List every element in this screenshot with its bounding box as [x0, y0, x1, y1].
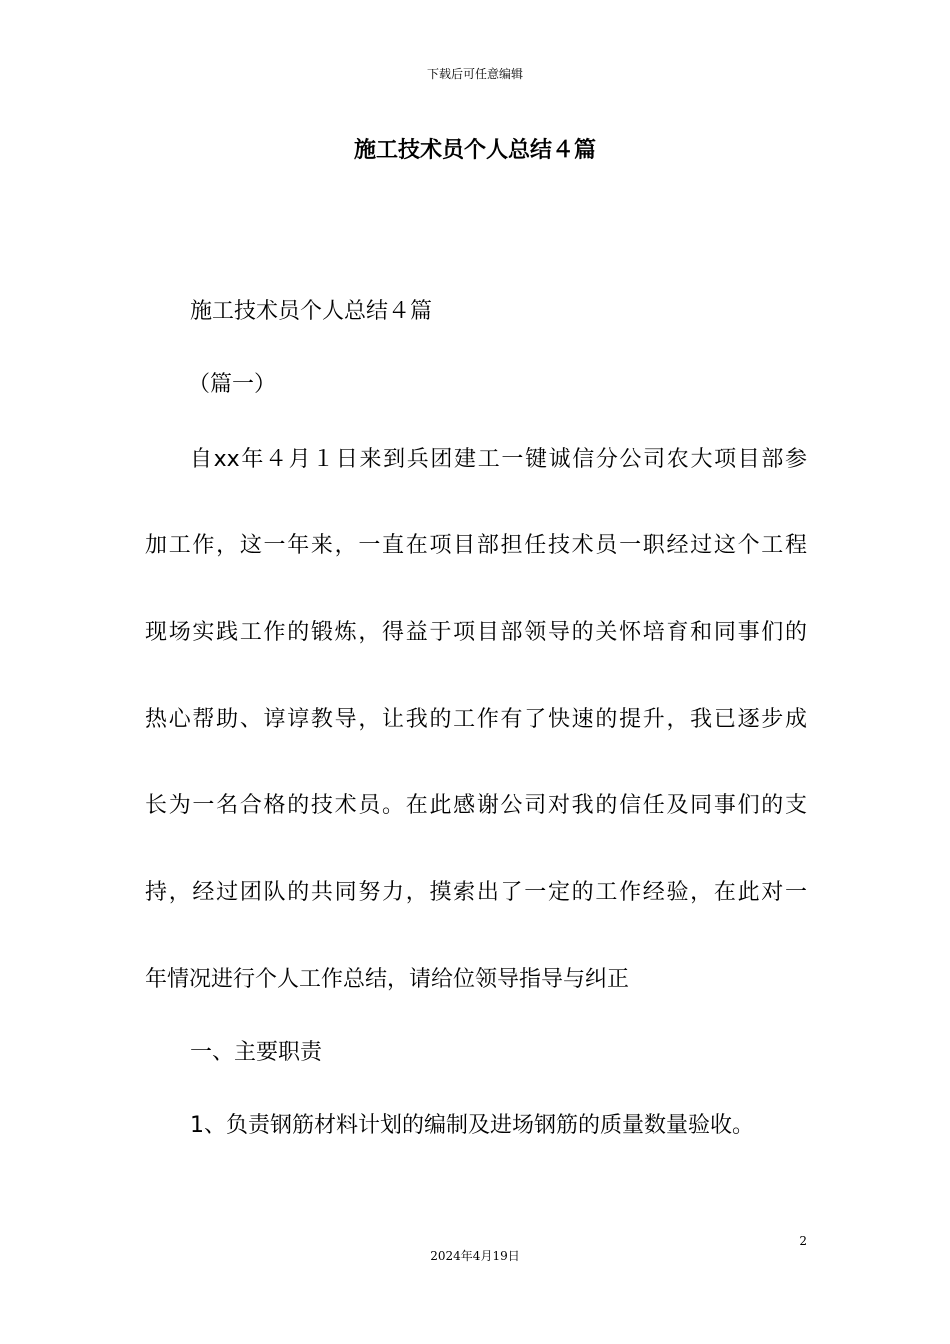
- paragraph-line-6: 持，经过团队的共同努力，摸索出了一定的工作经验，在此对一: [145, 880, 807, 905]
- document-title: 施工技术员个人总结４篇: [353, 138, 596, 163]
- list-item: 1、负责钢筋材料计划的编制及进场钢筋的质量数量验收。: [190, 1113, 754, 1138]
- page-footer-date: 2024年4月19日: [430, 1249, 520, 1263]
- paragraph-line-2: 加工作，这一年来，一直在项目部担任技术员一职经过这个工程: [145, 533, 807, 558]
- paragraph-line-4: 热心帮助、谆谆教导，让我的工作有了快速的提升，我已逐步成: [145, 707, 807, 732]
- heading-main-duties: 一、主要职责: [190, 1040, 323, 1065]
- page-header: 下载后可任意编辑: [426, 67, 523, 81]
- paragraph-line-3: 现场实践工作的锻炼，得益于项目部领导的关怀培育和同事们的: [145, 620, 807, 645]
- paragraph-line-7: 年情况进行个人工作总结，请给位领导指导与纠正: [145, 967, 630, 992]
- section-label: （篇一）: [188, 372, 277, 397]
- document-subtitle: 施工技术员个人总结４篇: [190, 299, 433, 324]
- paragraph-line-1: 自xx年４月１日来到兵团建工一键诚信分公司农大项目部参: [190, 447, 807, 472]
- page-number: 2: [799, 1234, 807, 1248]
- paragraph-line-5: 长为一名合格的技术员。在此感谢公司对我的信任及同事们的支: [145, 793, 807, 818]
